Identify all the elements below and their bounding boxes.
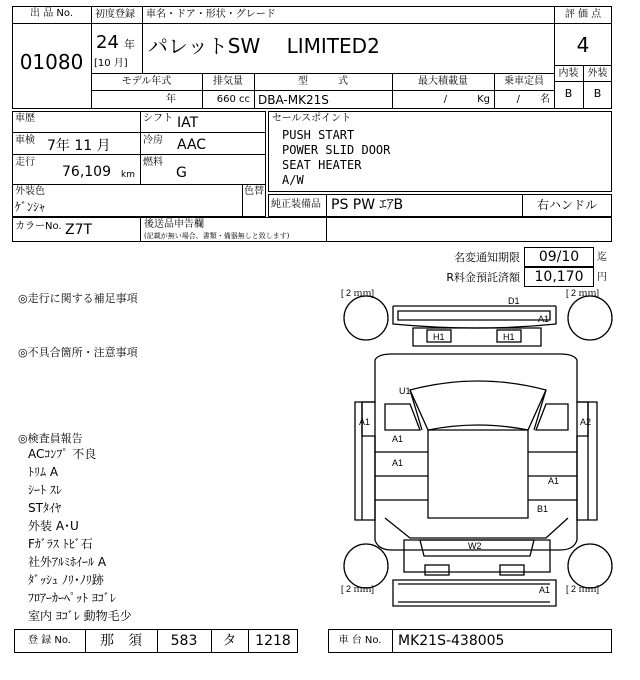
tire-tag-bottom-right: [ 2 ｍｍ]: [566, 584, 600, 594]
front-bumper: [393, 306, 556, 328]
shift-label: シフト: [143, 113, 173, 124]
sales-point-2: POWER SLID DOOR: [282, 143, 391, 157]
name-change-value: 09/10: [538, 249, 580, 265]
recycle-label: R料金預託済額: [446, 271, 520, 284]
ac-label: 冷房: [143, 135, 163, 146]
color-no-label: カラーNo.: [15, 221, 62, 232]
name-change-label: 名変通知期限: [454, 251, 520, 264]
mileage-label: 走行: [15, 157, 35, 168]
tire-marker-bottom-left: [341, 544, 388, 594]
mark-a1-bottom: A1: [539, 585, 551, 595]
fuel-value: G: [176, 165, 187, 181]
reg-area: 那 須: [100, 633, 142, 649]
steering-side: 右ハンドル: [536, 198, 597, 212]
details-frame: [12, 111, 266, 217]
documents-note: (記載が無い場合、書類・備器無しと致します): [144, 232, 290, 240]
tire-tag-top-right: [ 2 ｍｍ]: [566, 288, 600, 298]
inspector-item-6: Fｶﾞﾗｽ ﾄﾋﾞ石: [28, 537, 93, 551]
name-change-unit: 迄: [597, 252, 607, 263]
tire-marker-bottom-right: [566, 544, 612, 594]
mark-a1-top: A1: [538, 314, 550, 324]
sales-point-4: A/W: [282, 173, 304, 187]
roof: [428, 430, 528, 518]
mark-h1-right: H1: [503, 332, 515, 342]
inspector-item-10: 室内 ﾖｺﾞﾚ 動物毛少: [28, 609, 132, 623]
mark-a1-left-panel: A1: [359, 417, 371, 427]
color-label: 外装色: [15, 186, 45, 197]
equipment-label: 純正装備品: [271, 199, 321, 210]
type-label: 型 式: [298, 76, 348, 87]
fuel-label: 燃料: [143, 157, 163, 168]
mark-a1-door-front: A1: [392, 434, 404, 444]
history-label: 車歴: [15, 113, 35, 124]
windshield: [410, 381, 546, 430]
inspector-item-3: ｼｰﾄ ｽﾚ: [28, 483, 62, 497]
reg-kana: タ: [222, 633, 237, 649]
documents-label: 後送品申告欄: [144, 219, 204, 230]
inspector-item-7: 社外ｱﾙﾐﾎｲｰﾙ A: [28, 555, 107, 569]
mark-a1-right: A1: [548, 476, 560, 486]
reg-label: 登 録 No.: [28, 635, 71, 646]
driving-notes-label: ◎走行に関する補足事項: [18, 292, 138, 305]
color-no-row: [12, 217, 612, 242]
mark-a1-door-rear: A1: [392, 458, 404, 468]
score-label: 評 価 点: [564, 9, 602, 20]
interior-label: 内装: [558, 68, 579, 79]
reg-number: 1218: [255, 633, 291, 649]
max-load-label: 最大積載量: [418, 76, 468, 87]
mark-u1: U1: [399, 386, 411, 396]
inspector-item-8: ﾀﾞｯｼｭ ﾉﾘ･ﾉﾘ跡: [28, 573, 104, 587]
color-value: ｹﾞﾝｼｬ: [15, 200, 46, 214]
displacement-label: 排気量: [213, 76, 243, 87]
capacity-label: 乗車定員: [504, 76, 544, 87]
lot-number: 01080: [19, 50, 84, 74]
tire-marker-top-right: [566, 288, 612, 340]
car-name: パレットSW LIMITED2: [148, 34, 380, 58]
exterior-grade: B: [593, 87, 602, 100]
mark-a2: A2: [580, 417, 592, 427]
mark-h1-left: H1: [433, 332, 445, 342]
reg-class: 583: [170, 633, 198, 649]
model-year-label: モデル年式: [121, 76, 172, 87]
shift-value: IAT: [177, 115, 199, 131]
chassis-label: 車 台 No.: [338, 635, 382, 646]
tire-tag-bottom-left: [ 2 ｍｍ]: [341, 584, 375, 594]
exterior-label: 外装: [587, 68, 608, 79]
inspector-item-2: ﾄﾘﾑ A: [28, 465, 59, 479]
equipment-value: PS PW ｴｱB: [331, 197, 404, 213]
color-change-label: 色替: [244, 186, 264, 197]
ac-value: AAC: [177, 137, 207, 153]
recycle-value: 10,170: [534, 269, 584, 285]
interior-grade: B: [564, 87, 573, 100]
color-no-value: Z7T: [65, 222, 93, 238]
recycle-unit: 円: [597, 272, 607, 283]
model-year-unit: 年: [166, 94, 176, 105]
max-load-value: / Kg: [443, 94, 490, 105]
inspection-label: 車検: [15, 135, 35, 146]
vehicle-damage-diagram: [338, 286, 614, 626]
mileage-value: 76,109: [62, 164, 111, 180]
inspector-item-4: STﾀｲﾔ: [28, 501, 61, 515]
mark-w2: W2: [468, 541, 482, 551]
tire-marker-top-left: [341, 288, 388, 340]
sales-point-1: PUSH START: [282, 128, 355, 142]
inspector-report-label: ◎検査員報告: [18, 432, 83, 445]
inspection-value: 7年 11 月: [47, 138, 111, 154]
type-value: DBA-MK21S: [258, 93, 329, 107]
inspector-item-5: 外装 A･U: [28, 519, 79, 533]
sales-points-label: セールスポイント: [272, 113, 352, 124]
score-value: 4: [576, 33, 590, 57]
lot-no-label: 出 品 No.: [30, 8, 73, 19]
model-label: 車名・ドア・形状・グレード: [146, 9, 276, 20]
mark-d1: D1: [508, 296, 520, 306]
capacity-value: / 名: [516, 94, 550, 105]
inspector-item-1: ACｺﾝﾌﾟ 不良: [28, 447, 97, 461]
mark-b1: B1: [537, 504, 549, 514]
first-reg-month: [10 月]: [94, 58, 128, 69]
defects-label: ◎不具合箇所・注意事項: [18, 346, 138, 359]
tire-tag-top-left: [ 2 ｍｍ]: [341, 288, 375, 298]
mileage-unit: km: [121, 170, 135, 180]
displacement-value: 660 cc: [216, 94, 250, 105]
year-unit: 年: [124, 38, 135, 51]
sales-point-3: SEAT HEATER: [282, 158, 362, 172]
inspector-item-9: ﾌﾛｱｰｶｰﾍﾟｯﾄ ﾖｺﾞﾚ: [28, 591, 116, 605]
chassis-number: MK21S-438005: [398, 633, 505, 649]
first-reg-year: 24: [96, 32, 119, 53]
first-reg-label: 初度登録: [95, 9, 135, 20]
